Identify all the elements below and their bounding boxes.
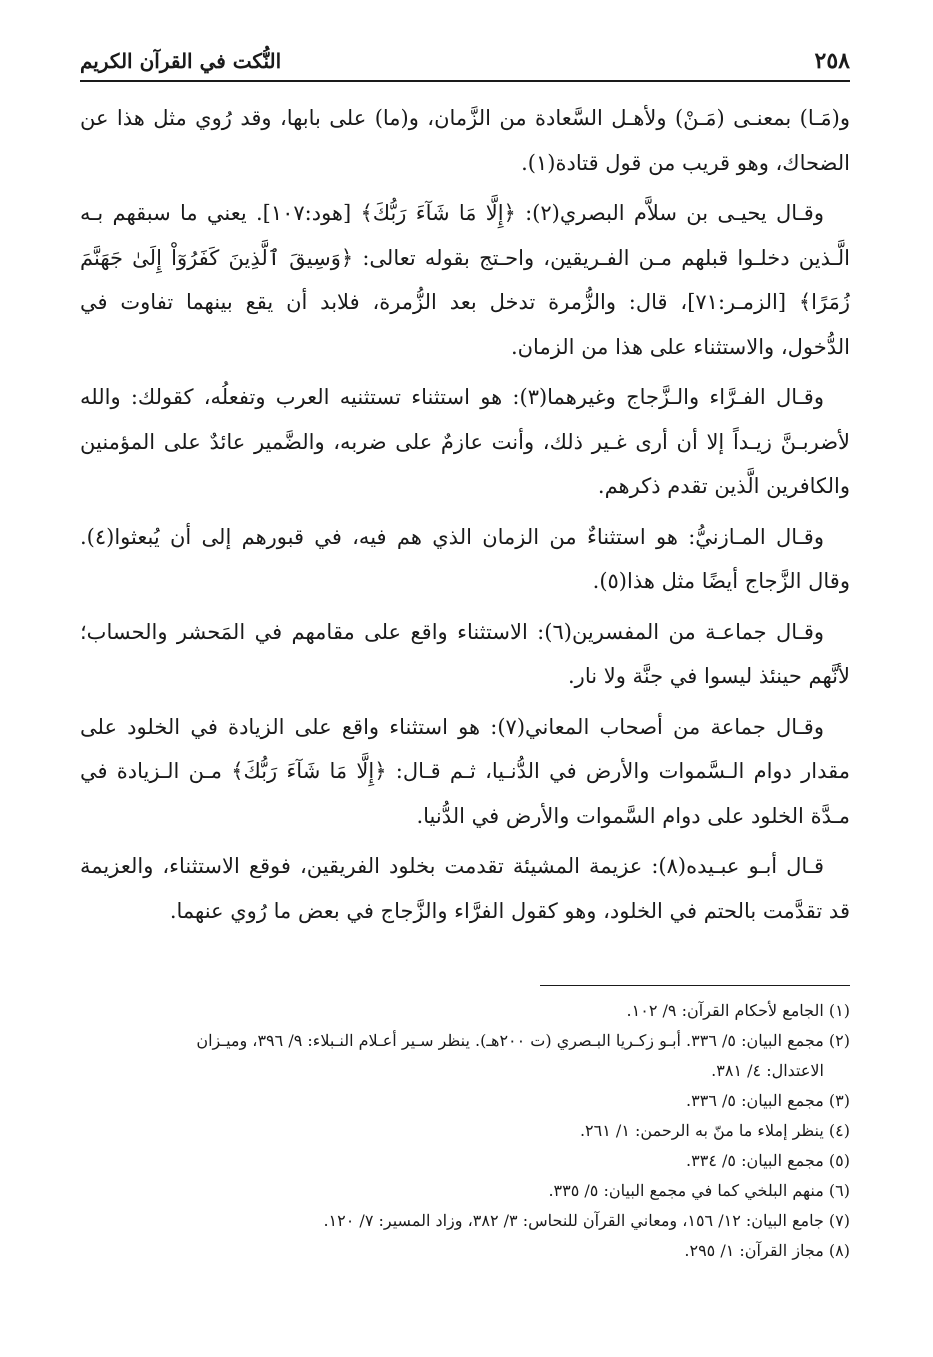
paragraph-6: وقـال جماعة من أصحاب المعاني(٧): هو استثناء واقع على الزيادة في الخلود على مقدار دوام الـسَّموات والأرض في الدُّنـيا، ثـم قـال: ﴿إِلَّا مَا شَآءَ رَبُّكَ﴾ مـن الـزيادة في مـدَّة الخلود على دوام السَّموات والأرض في الدُّنيا. <box>80 714 850 828</box>
footnote-separator <box>540 985 850 986</box>
footnote-2-continued: الاعتدال: ٤/ ٣٨١. <box>711 1061 824 1080</box>
paragraph-5: وقـال جماعـة من المفسرين(٦): الاستثناء واقع على مقامهم في المَحشر والحساب؛ لأنَّهم حينئذ ليسوا في جنَّة ولا نار. <box>80 619 850 688</box>
footnote-7: (٧) جامع البيان: ١٢/ ١٥٦، ومعاني القرآن للنحاس: ٣/ ٣٨٢، وزاد المسير: ٧/ ١٢٠. <box>323 1211 850 1230</box>
paragraph-3: وقـال الفـرَّاء والـزَّجاج وغيرهما(٣): هو استثناء تستثنيه العرب وتفعلُه، كقولك: والله لأضربـنَّ زيـداً إلا أن أرى غـير ذلك، وأنت عازمٌ على ضربه، والضَّمير عائدٌ على المؤمنين والكافرين الَّذين تقدم ذكرهم. <box>80 385 850 498</box>
main-text <box>80 96 850 939</box>
footnote-1: (١) الجامع لأحكام القرآن: ٩/ ١٠٢. <box>626 1001 850 1020</box>
page-header <box>80 44 850 78</box>
footnote-5: (٥) مجمع البيان: ٥/ ٣٣٤. <box>686 1151 850 1170</box>
page-number: ٢٥٨ <box>814 48 850 74</box>
paragraph-2: وقـال يحيـى بن سلاَّم البصري(٢): ﴿إِلَّا مَا شَآءَ رَبُّكَ﴾ [هود:١٠٧]. يعني ما سبقهم بـه الَّـذين دخلـوا قبلهم مـن الفـريقين، واحـتج بقوله تعالى: ﴿وَسِيقَ ٱلَّذِينَ كَفَرُوٓاْ إِلَىٰ جَهَنَّمَ زُمَرًا﴾ [الزمـر:٧١]، قال: والزُّمرة تدخل بعد الزُّمرة، فلابد أن يقع بينهما تفاوت في الدُّخول، والاستثناء على هذا من الزمان. <box>80 201 850 359</box>
footnote-4: (٤) ينظر إملاء ما منّ به الرحمن: ١/ ٢٦١. <box>579 1121 850 1140</box>
footnotes <box>80 996 850 1266</box>
footnote-2: (٢) مجمع البيان: ٥/ ٣٣٦. أبـو زكـريا البـصري (ت ٢٠٠هـ). ينظر سـير أعـلام النـبلاء: ٩/ ٣٩٦، وميـزان <box>196 1031 850 1050</box>
paragraph-4: وقـال المـازنيُّ: هو استثناءٌ من الزمان الذي هم فيه، في قبورهم إلى أن يُبعثوا(٤). وقال الزَّجاج أيضًا مثل هذا(٥). <box>80 524 850 593</box>
footnote-6: (٦) منهم البلخي كما في مجمع البيان: ٥/ ٣٣٥. <box>548 1181 850 1200</box>
paragraph-7: قـال أبـو عبـيده(٨): عزيمة المشيئة تقدمت بخلود الفريقين، فوقع الاستثناء، والعزيمة قد تقدَّمت بالحتم في الخلود، وهو كقول الفرَّاء والزَّجاج في بعض ما رُوي عنهما. <box>80 854 850 923</box>
footnote-3: (٣) مجمع البيان: ٥/ ٣٣٦. <box>686 1091 850 1110</box>
running-title: النُّكت في القرآن الكريم <box>80 49 282 73</box>
footnote-8: (٨) مجاز القرآن: ١/ ٢٩٥. <box>684 1241 850 1260</box>
header-rule <box>80 80 850 82</box>
paragraph-1: و(مَـا) بمعنـى (مَـنْ) ولأهـل السَّعادة من الزَّمان، و(ما) على بابها، وقد رُوي مثل هذا عن الضحاك، وهو قريب من قول قتادة(١). <box>80 106 850 175</box>
